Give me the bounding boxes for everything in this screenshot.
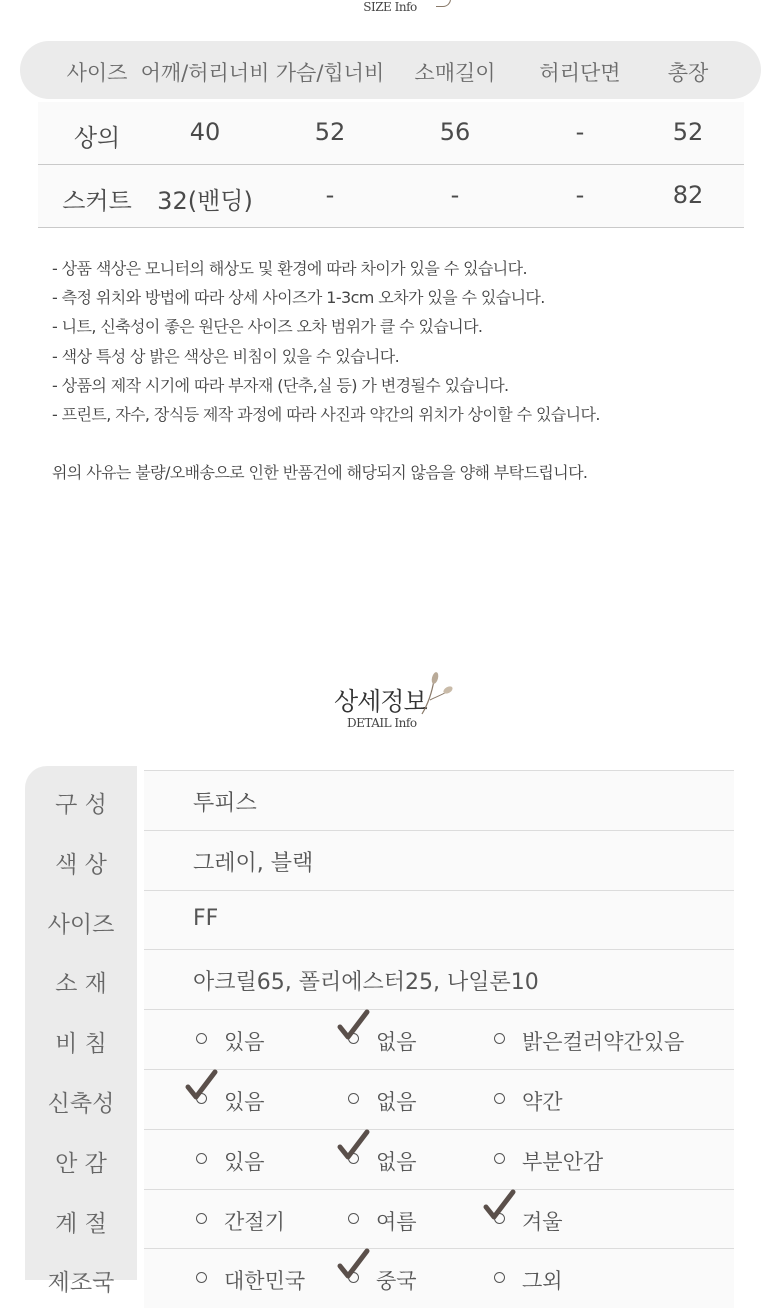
checkmark-icon bbox=[336, 1248, 370, 1286]
table-cell: 52 bbox=[314, 118, 346, 146]
radio-option-label: 없음 bbox=[376, 1030, 417, 1055]
header-sleeve: 소매길이 bbox=[414, 61, 496, 85]
note-item: - 색상 특성 상 밝은 색상은 비침이 있을 수 있습니다. bbox=[52, 346, 400, 366]
table-cell: 56 bbox=[439, 118, 471, 146]
note-item: - 니트, 신축성이 좋은 원단은 사이즈 오차 범위가 클 수 있습니다. bbox=[52, 317, 483, 337]
note-item: - 측정 위치와 방법에 따라 상세 사이즈가 1-3cm 오차가 있을 수 있습니다. bbox=[52, 288, 545, 308]
size-info-caption bbox=[0, 0, 780, 14]
detail-row bbox=[144, 949, 734, 1009]
table-cell: 스커트 bbox=[62, 187, 132, 215]
return-policy-note: 위의 사유는 불량/오배송으로 인한 반품건에 해당되지 않음을 양해 부탁드립니다. bbox=[52, 463, 588, 482]
detail-row bbox=[144, 890, 734, 950]
radio-circle-icon[interactable] bbox=[196, 1272, 207, 1283]
table-cell: - bbox=[450, 181, 460, 209]
radio-circle-icon[interactable] bbox=[196, 1033, 207, 1044]
detail-info-subtitle: DETAIL Info bbox=[347, 716, 417, 730]
table-cell: 52 bbox=[672, 118, 704, 146]
radio-circle-icon[interactable] bbox=[348, 1093, 359, 1104]
table-cell: 40 bbox=[189, 118, 221, 146]
detail-value: FF bbox=[193, 905, 219, 931]
detail-label: 계 절 bbox=[55, 1210, 107, 1237]
size-row-skirt bbox=[38, 165, 744, 228]
detail-value: 그레이, 블랙 bbox=[193, 850, 314, 876]
table-cell: - bbox=[325, 181, 335, 209]
detail-row bbox=[144, 1189, 734, 1249]
header-chest-hip: 가슴/힙너비 bbox=[275, 61, 385, 85]
table-cell: - bbox=[575, 118, 585, 146]
radio-circle-icon[interactable] bbox=[196, 1153, 207, 1164]
header-size: 사이즈 bbox=[66, 61, 128, 85]
size-row-top bbox=[38, 102, 744, 165]
checkmark-icon bbox=[336, 1009, 370, 1047]
radio-option-label: 없음 bbox=[376, 1149, 417, 1174]
radio-option-label: 간절기 bbox=[224, 1209, 285, 1234]
radio-circle-icon[interactable] bbox=[196, 1213, 207, 1224]
radio-circle-icon[interactable] bbox=[348, 1213, 359, 1224]
radio-option-label: 여름 bbox=[376, 1209, 417, 1234]
radio-option-label: 중국 bbox=[376, 1269, 417, 1294]
detail-row bbox=[144, 1009, 734, 1069]
radio-option-label: 겨울 bbox=[522, 1209, 563, 1234]
detail-label-column bbox=[25, 766, 137, 1280]
radio-option-label: 부분안감 bbox=[522, 1149, 604, 1174]
detail-row bbox=[144, 770, 734, 830]
radio-circle-icon[interactable] bbox=[494, 1153, 505, 1164]
radio-option-label: 있음 bbox=[224, 1149, 265, 1174]
detail-info-title: 상세정보 bbox=[334, 687, 427, 716]
note-item: - 상품 색상은 모니터의 해상도 및 환경에 따라 차이가 있을 수 있습니다. bbox=[52, 259, 527, 278]
table-cell: - bbox=[575, 181, 585, 209]
detail-row bbox=[144, 1248, 734, 1308]
detail-label: 안 감 bbox=[55, 1150, 107, 1177]
header-shoulder-waist: 어깨/허리너비 bbox=[140, 61, 270, 85]
header-total-length: 총장 bbox=[667, 61, 709, 85]
table-cell: 32(밴딩) bbox=[157, 187, 253, 215]
size-info-caption-text: SIZE Info bbox=[363, 0, 417, 14]
radio-option-label: 약간 bbox=[522, 1090, 563, 1114]
radio-option-label: 없음 bbox=[376, 1090, 417, 1114]
detail-value: 아크릴65, 폴리에스터25, 나일론10 bbox=[193, 970, 539, 996]
detail-label: 제조국 bbox=[47, 1270, 115, 1297]
detail-label: 신축성 bbox=[47, 1091, 115, 1117]
leaf-ornament-icon bbox=[418, 670, 454, 718]
note-item: - 상품의 제작 시기에 따라 부자재 (단추,실 등) 가 변경될수 있습니다. bbox=[52, 375, 509, 395]
detail-row bbox=[144, 1069, 734, 1129]
detail-row bbox=[144, 830, 734, 890]
radio-circle-icon[interactable] bbox=[494, 1033, 505, 1044]
size-notes-list bbox=[52, 258, 600, 433]
checkmark-icon bbox=[482, 1189, 516, 1227]
detail-label: 색 상 bbox=[55, 851, 107, 878]
checkmark-icon bbox=[184, 1069, 218, 1107]
size-table-header bbox=[20, 41, 761, 99]
radio-option-label: 그외 bbox=[522, 1269, 563, 1294]
detail-label: 소 재 bbox=[55, 971, 107, 998]
checkmark-icon bbox=[336, 1129, 370, 1167]
header-waist-section: 허리단면 bbox=[539, 61, 621, 85]
detail-row bbox=[144, 1129, 734, 1189]
radio-option-label: 밝은컬러약간있음 bbox=[522, 1030, 685, 1055]
radio-option-label: 있음 bbox=[224, 1090, 265, 1114]
detail-value: 투피스 bbox=[193, 791, 257, 816]
radio-option-label: 대한민국 bbox=[224, 1269, 306, 1294]
leaf-ornament-icon bbox=[436, 0, 451, 7]
note-item: - 프린트, 자수, 장식등 제작 과정에 따라 사진과 약간의 위치가 상이할 수 있습니다. bbox=[52, 404, 600, 424]
table-cell: 상의 bbox=[73, 124, 121, 152]
detail-label: 구 성 bbox=[55, 792, 107, 818]
radio-circle-icon[interactable] bbox=[494, 1272, 505, 1283]
radio-option-label: 있음 bbox=[224, 1030, 265, 1055]
detail-label: 비 침 bbox=[55, 1031, 107, 1058]
radio-circle-icon[interactable] bbox=[494, 1093, 505, 1104]
table-cell: 82 bbox=[672, 181, 704, 209]
detail-label: 사이즈 bbox=[47, 911, 115, 938]
